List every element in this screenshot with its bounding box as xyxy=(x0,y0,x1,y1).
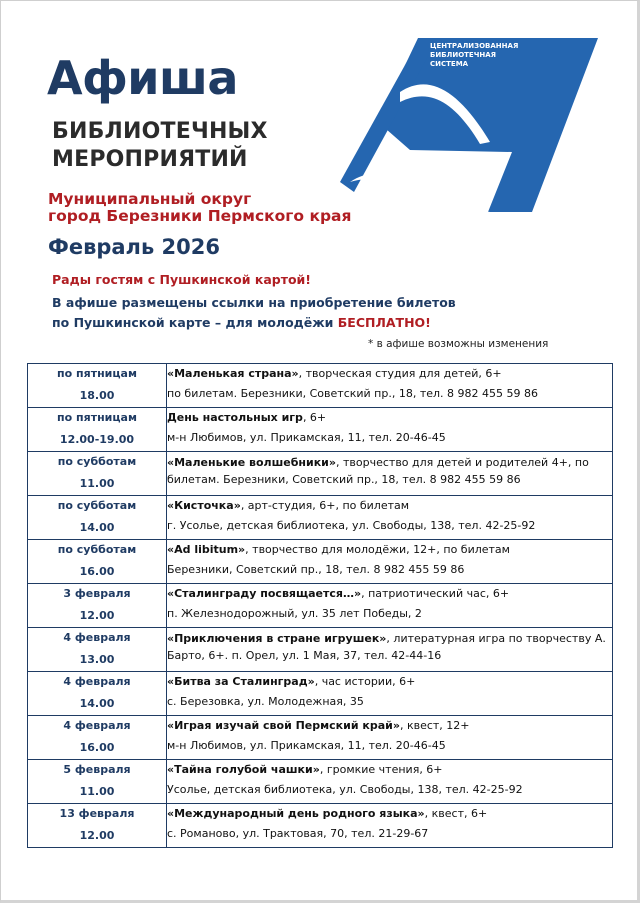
event-title: «Маленькие волшебники» xyxy=(167,456,336,469)
tickets-line-1: В афише размещены ссылки на приобретение билетов xyxy=(52,295,456,310)
event-description-cell xyxy=(167,364,613,408)
event-date-cell xyxy=(28,364,167,408)
event-date: 13 февраля xyxy=(59,807,135,820)
event-title: «Тайна голубой чашки» xyxy=(167,763,320,776)
event-date: 3 февраля xyxy=(63,587,131,600)
event-title: «Сталинграду посвящается…» xyxy=(167,587,362,600)
event-description xyxy=(167,496,612,513)
event-info: , квест, 6+ xyxy=(424,807,488,820)
event-info: , квест, 12+ xyxy=(399,719,470,732)
event-address: с. Романово, ул. Трактовая, 70, тел. 21-29-67 xyxy=(167,827,429,840)
logo-city: г. Березники xyxy=(393,196,434,203)
event-description xyxy=(167,584,612,601)
event-title: «Международный день родного языка» xyxy=(167,807,425,820)
event-info: , 6+ xyxy=(302,411,327,424)
event-time: 18.00 xyxy=(79,389,115,402)
event-date-cell xyxy=(28,672,167,716)
event-title: «Битва за Сталинград» xyxy=(167,675,315,688)
event-row xyxy=(28,452,613,496)
event-date: по субботам xyxy=(57,543,137,556)
event-time: 14.00 xyxy=(79,697,115,710)
logo-text-line-1: ЦЕНТРАЛИЗОВАННАЯ xyxy=(430,42,519,50)
event-time: 16.00 xyxy=(79,565,115,578)
event-info: , патриотический час, 6+ xyxy=(361,587,510,600)
event-description xyxy=(167,540,612,557)
event-date: по пятницам xyxy=(57,411,137,424)
event-description-cell xyxy=(167,452,613,496)
logo-text xyxy=(430,42,518,69)
event-date: по субботам xyxy=(57,499,137,512)
event-time: 14.00 xyxy=(79,521,115,534)
event-description-cell xyxy=(167,716,613,760)
event-address: п. Железнодорожный, ул. 35 лет Победы, 2 xyxy=(167,607,422,620)
logo-text-line-3: СИСТЕМА xyxy=(430,60,469,68)
event-address: м-н Любимов, ул. Прикамская, 11, тел. 20-46-45 xyxy=(167,739,446,752)
event-address: Березники, Советский пр., 18, тел. 8 982 455 59 86 xyxy=(167,563,465,576)
events-table xyxy=(27,363,613,848)
page-title: Афиша xyxy=(47,51,238,105)
event-description xyxy=(167,408,612,425)
event-title: День настольных игр xyxy=(167,411,303,424)
event-title: «Маленькая страна» xyxy=(167,367,299,380)
logo-text-line-2: БИБЛИОТЕЧНАЯ xyxy=(430,51,497,59)
event-description xyxy=(167,804,612,821)
event-date-cell xyxy=(28,584,167,628)
event-description-cell xyxy=(167,496,613,540)
event-description-cell xyxy=(167,760,613,804)
event-row xyxy=(28,804,613,848)
event-time: 12.00 xyxy=(79,829,115,842)
event-time: 11.00 xyxy=(79,785,115,798)
event-row xyxy=(28,628,613,672)
pushkin-welcome: Рады гостям с Пушкинской картой! xyxy=(52,272,311,287)
event-date-cell xyxy=(28,540,167,584)
event-row xyxy=(28,672,613,716)
district-line-1: Муниципальный округ xyxy=(48,190,252,208)
subtitle-line-2: МЕРОПРИЯТИЙ xyxy=(52,147,248,172)
event-date: 4 февраля xyxy=(63,675,131,688)
event-description-cell xyxy=(167,804,613,848)
event-description-cell xyxy=(167,628,613,672)
event-description xyxy=(167,672,612,689)
event-date-cell xyxy=(28,408,167,452)
event-address: г. Усолье, детская библиотека, ул. Свободы, 138, тел. 42-25-92 xyxy=(167,519,536,532)
event-row xyxy=(28,364,613,408)
event-row xyxy=(28,584,613,628)
event-row xyxy=(28,540,613,584)
event-time: 11.00 xyxy=(79,477,115,490)
event-info: , творчество для детей и родителей 4+, по билетам. Березники, Советский пр., 18, тел. 8 982 455 59 86 xyxy=(167,456,589,486)
tickets-free: БЕСПЛАТНО! xyxy=(337,315,431,330)
event-date-cell xyxy=(28,804,167,848)
tickets-line-2 xyxy=(52,313,456,333)
event-date-cell xyxy=(28,496,167,540)
event-info: , час истории, 6+ xyxy=(314,675,416,688)
subtitle-line-1: БИБЛИОТЕЧНЫХ xyxy=(52,119,268,144)
event-row xyxy=(28,496,613,540)
tickets-line-2-text: по Пушкинской карте – для молодёжи xyxy=(52,315,338,330)
event-row xyxy=(28,716,613,760)
page-subtitle xyxy=(52,118,268,174)
event-date: 4 февраля xyxy=(63,631,131,644)
event-date: 4 февраля xyxy=(63,719,131,732)
event-description-cell xyxy=(167,584,613,628)
event-address: Усолье, детская библиотека, ул. Свободы, 138, тел. 42-25-92 xyxy=(167,783,523,796)
changes-note: * в афише возможны изменения xyxy=(368,338,549,350)
event-address: по билетам. Березники, Советский пр., 18, тел. 8 982 455 59 86 xyxy=(167,387,539,400)
event-description xyxy=(167,760,612,777)
event-date-cell xyxy=(28,628,167,672)
event-address: с. Березовка, ул. Молодежная, 35 xyxy=(167,695,364,708)
event-date-cell xyxy=(28,716,167,760)
event-info: , творческая студия для детей, 6+ xyxy=(298,367,502,380)
district-line-2: город Березники Пермского края xyxy=(48,207,352,225)
event-info: , арт-студия, 6+, по билетам xyxy=(240,499,410,512)
event-row xyxy=(28,408,613,452)
event-description xyxy=(167,452,612,488)
event-row xyxy=(28,760,613,804)
event-info: , громкие чтения, 6+ xyxy=(319,763,443,776)
event-description-cell xyxy=(167,408,613,452)
district-name xyxy=(48,191,351,225)
event-date: 5 февраля xyxy=(63,763,131,776)
tickets-info xyxy=(52,293,456,333)
month-title: Февраль 2026 xyxy=(48,235,220,259)
event-description xyxy=(167,364,612,381)
event-time: 12.00-19.00 xyxy=(59,433,135,446)
event-time: 12.00 xyxy=(79,609,115,622)
event-title: «Кисточка» xyxy=(167,499,241,512)
event-title: «Играя изучай свой Пермский край» xyxy=(167,719,400,732)
event-time: 16.00 xyxy=(79,741,115,754)
event-address: м-н Любимов, ул. Прикамская, 11, тел. 20-46-45 xyxy=(167,431,446,444)
event-date-cell xyxy=(28,452,167,496)
event-date: по субботам xyxy=(57,455,137,468)
event-description-cell xyxy=(167,672,613,716)
event-title: «Ad libitum» xyxy=(167,543,246,556)
event-description xyxy=(167,716,612,733)
event-description-cell xyxy=(167,540,613,584)
event-date-cell xyxy=(28,760,167,804)
event-description xyxy=(167,628,612,664)
event-time: 13.00 xyxy=(79,653,115,666)
event-info: , творчество для молодёжи, 12+, по билетам xyxy=(245,543,510,556)
event-info: , литературная игра по творчеству А. Барто, 6+. п. Орел, ул. 1 Мая, 37, тел. 42-44-16 xyxy=(167,632,606,662)
event-title: «Приключения в стране игрушек» xyxy=(167,632,387,645)
event-date: по пятницам xyxy=(57,367,137,380)
